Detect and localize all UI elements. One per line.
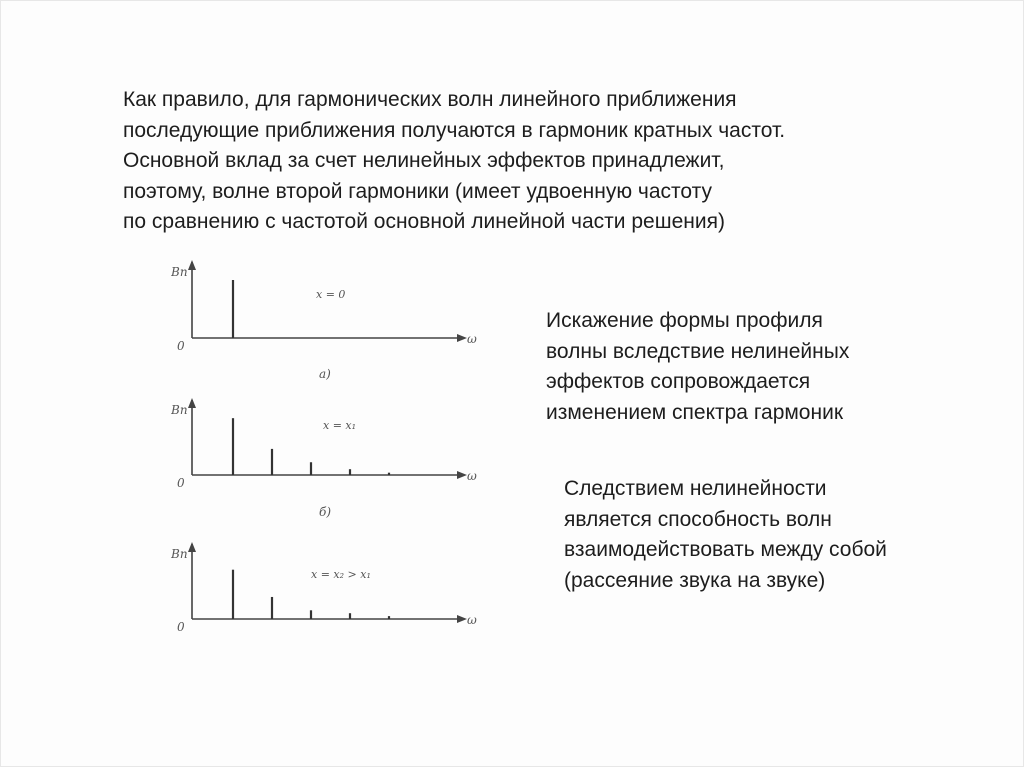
consequence-note [564,474,887,596]
x-axis-label: ω [467,613,477,627]
y-axis-arrow-icon [188,398,196,408]
x-axis-arrow-icon [457,615,467,623]
panel-condition: x = x₂ > x₁ [311,568,371,581]
spectrum-panel-a [171,260,477,381]
y-axis-label: Bn [171,547,188,561]
note-line: взаимодействовать между собой [564,538,887,561]
intro-line: Основной вклад за счет нелинейных эффектов принадлежит, [123,149,725,172]
origin-label: 0 [177,339,185,353]
x-axis-arrow-icon [457,471,467,479]
note-line: (рассеяние звука на звуке) [564,568,826,592]
note-line: является способность волн [564,507,832,531]
note-line: Искажение формы профиля [546,309,823,332]
x-axis-label: ω [467,332,477,346]
spectrum-panel-b [171,398,477,519]
intro-line: по сравнению с частотой основной линейной части решения) [123,210,725,233]
panel-condition: x = 0 [316,288,346,301]
y-axis-label: Bn [171,403,188,417]
intro-line: поэтому, волне второй гармоники (имеет удвоенную частоту [123,179,713,203]
harmonic-spectrum-figure [171,256,491,646]
distortion-note [546,306,849,428]
panel-caption: б) [319,505,332,519]
intro-line: Как правило, для гармонических волн линейного приближения [123,88,737,111]
spectral-lines [233,418,389,475]
note-line: изменением спектра гармоник [546,400,844,424]
panel-caption: а) [319,367,331,381]
y-axis-arrow-icon [188,260,196,270]
origin-label: 0 [177,476,185,490]
note-line: волны вследствие нелинейных [546,339,850,363]
origin-label: 0 [177,620,185,634]
x-axis-arrow-icon [457,334,467,342]
y-axis-arrow-icon [188,542,196,552]
note-line: Следствием нелинейности [564,477,827,500]
y-axis-label: Bn [171,265,188,279]
intro-line: последующие приближения получаются в гармоник кратных частот. [123,118,786,142]
x-axis-label: ω [467,469,477,483]
intro-paragraph [123,85,983,238]
panel-condition: x = x₁ [323,419,357,432]
spectrum-panel-c [171,542,477,634]
note-line: эффектов сопровождается [546,370,811,393]
